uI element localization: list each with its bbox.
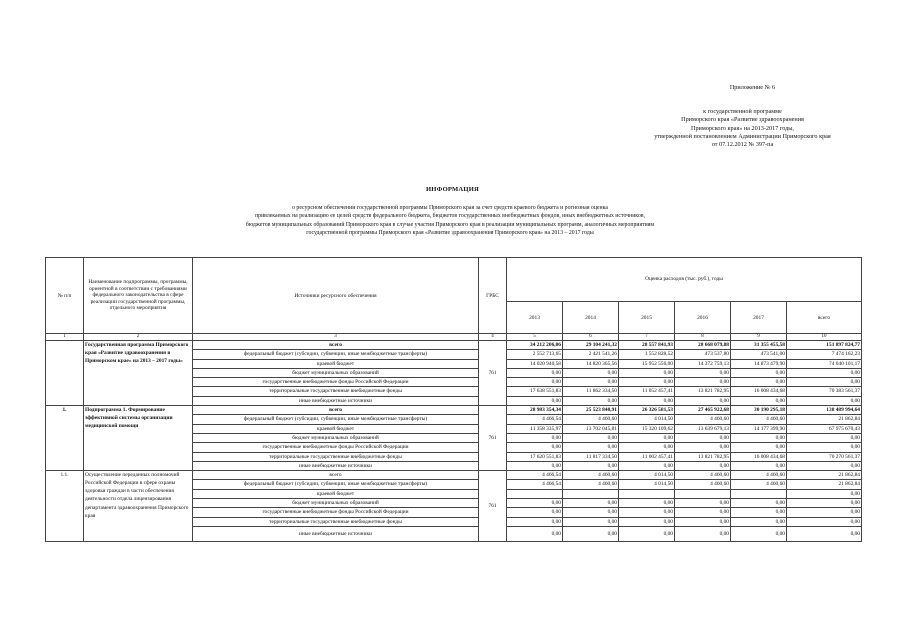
- amount-year: 14 372 759,13: [675, 359, 731, 368]
- col-number: 2: [84, 334, 193, 341]
- amount-year: 0,00: [731, 517, 787, 526]
- header-year: 2013: [507, 302, 563, 334]
- amount-year: 15 320 109,62: [619, 424, 675, 433]
- program-name: Государственная программа Приморского края «Развитие здравоохранения в Приморском крае» на 2013 – 2017 годы»: [84, 341, 193, 406]
- amount-year: 28 557 841,93: [619, 341, 675, 350]
- amount-year: 0,00: [507, 378, 563, 387]
- amount-year: [619, 489, 675, 498]
- amount-total: 151 897 824,77: [787, 341, 862, 350]
- header-grbs: ГРБС: [479, 258, 507, 334]
- amount-year: 1 552 828,52: [619, 350, 675, 359]
- amount-year: 4 460,60: [731, 480, 787, 489]
- funding-source: иные внебюджетные источники: [193, 526, 479, 541]
- amount-year: 0,00: [507, 461, 563, 470]
- amount-year: [675, 489, 731, 498]
- amount-year: 31 355 455,58: [731, 341, 787, 350]
- amount-year: 0,00: [619, 443, 675, 452]
- amount-total: 0,00: [787, 517, 862, 526]
- amount-year: 34 212 206,06: [507, 341, 563, 350]
- appendix-line: Приморского края «Развитие здравоохранения: [681, 116, 804, 124]
- appendix-line: утвержденной постановлением Администрации Приморского края: [654, 132, 831, 140]
- amount-year: [731, 489, 787, 498]
- program-name: Подпрограмма 1. Формирование эффективной системы организации медицинской помощи: [84, 406, 193, 471]
- amount-year: 4 460,60: [731, 471, 787, 480]
- amount-year: 4 460,60: [731, 415, 787, 424]
- subtitle-line: государственной программы Приморского края «Развитие здравоохранения Приморского края» на 2013 – 2017 годы: [306, 230, 594, 237]
- funding-source: государственные внебюджетные фонды Российской Федерации: [193, 508, 479, 517]
- amount-year: 16 008 434,68: [731, 452, 787, 461]
- funding-source: территориальные государственные внебюджетные фонды: [193, 517, 479, 526]
- header-year: 2015: [619, 302, 675, 334]
- table-row: [46, 341, 862, 350]
- appendix-header: [580, 84, 905, 149]
- header-source: Источники ресурсного обеспечения: [193, 258, 479, 334]
- amount-total: 0,00: [787, 443, 862, 452]
- amount-year: 0,00: [675, 526, 731, 541]
- amount-year: 28 668 079,88: [675, 341, 731, 350]
- amount-total: 21 862,84: [787, 415, 862, 424]
- amount-year: 26 326 581,53: [619, 406, 675, 415]
- amount-year: 0,00: [675, 499, 731, 508]
- col-number: 6: [563, 334, 619, 341]
- amount-year: 11 052 457,41: [619, 387, 675, 396]
- amount-year: 0,00: [731, 526, 787, 541]
- amount-year: 0,00: [507, 368, 563, 377]
- amount-year: 0,00: [675, 378, 731, 387]
- amount-total: 70 270 561,37: [787, 452, 862, 461]
- amount-year: 0,00: [563, 508, 619, 517]
- appendix-title: Приложение № 6: [729, 84, 776, 91]
- amount-year: 14 873 479,90: [731, 359, 787, 368]
- header-year: 2014: [563, 302, 619, 334]
- amount-year: 0,00: [731, 508, 787, 517]
- amount-year: 17 638 551,83: [507, 387, 563, 396]
- funding-source: бюджет муниципальных образований: [193, 433, 479, 442]
- amount-year: 16 008 434,68: [731, 387, 787, 396]
- amount-year: 0,00: [731, 396, 787, 405]
- appendix-line: от 07.12.2012 № 397-па: [711, 141, 774, 149]
- funding-source: всего: [193, 341, 479, 350]
- amount-total: 0,00: [787, 368, 862, 377]
- amount-year: 4 460,60: [675, 415, 731, 424]
- amount-year: 4 014,50: [619, 480, 675, 489]
- amount-year: 0,00: [675, 396, 731, 405]
- header-total: всего: [787, 302, 862, 334]
- amount-total: 0,00: [787, 526, 862, 541]
- amount-year: 0,00: [563, 461, 619, 470]
- amount-total: 67 975 670,43: [787, 424, 862, 433]
- amount-year: 11 002 457,41: [619, 452, 675, 461]
- amount-year: 28 983 354,34: [507, 406, 563, 415]
- amount-year: 4 466,54: [507, 471, 563, 480]
- amount-year: 0,00: [619, 433, 675, 442]
- amount-year: 0,00: [507, 517, 563, 526]
- amount-year: 0,00: [731, 368, 787, 377]
- amount-total: 7 474 162,23: [787, 350, 862, 359]
- funding-source: территориальные государственные внебюджетные фонды: [193, 387, 479, 396]
- amount-year: 4 460,60: [563, 480, 619, 489]
- amount-year: 0,00: [619, 508, 675, 517]
- amount-year: 17 620 551,83: [507, 452, 563, 461]
- funding-source: федеральный бюджет (субсидии, субвенции, иные межбюджетные трансферты): [193, 480, 479, 489]
- amount-year: 0,00: [563, 396, 619, 405]
- amount-year: 29 104 241,32: [563, 341, 619, 350]
- grbs-code: 761: [479, 406, 507, 471]
- funding-source: краевой бюджет: [193, 359, 479, 368]
- funding-source: федеральный бюджет (субсидии, субвенции, иные межбюджетные трансферты): [193, 350, 479, 359]
- amount-year: 0,00: [619, 396, 675, 405]
- amount-year: 4 460,60: [563, 471, 619, 480]
- row-number: [46, 341, 84, 406]
- amount-year: 0,00: [563, 517, 619, 526]
- col-number: 7: [619, 334, 675, 341]
- col-number: 9: [731, 334, 787, 341]
- amount-total: 70 383 561,37: [787, 387, 862, 396]
- amount-year: 4 466,54: [507, 415, 563, 424]
- grbs-code: 761: [479, 471, 507, 542]
- amount-year: 14 820 365,56: [563, 359, 619, 368]
- amount-year: 15 952 556,00: [619, 359, 675, 368]
- amount-total: 74 040 101,17: [787, 359, 862, 368]
- amount-year: 0,00: [619, 461, 675, 470]
- appendix-line: Приморского края» на 2013-2017 годы,: [691, 124, 794, 132]
- table-row: [46, 471, 862, 480]
- amount-year: 13 702 045,81: [563, 424, 619, 433]
- amount-year: 4 014,50: [619, 471, 675, 480]
- funding-source: государственные внебюджетные фонды Российской Федерации: [193, 378, 479, 387]
- subtitle-line: о ресурсном обеспечении государственной программы Приморского края за счет средств краевого бюджета и рогнозная оценка: [292, 205, 608, 211]
- amount-year: 0,00: [507, 508, 563, 517]
- appendix-line: к государственной программе: [703, 108, 782, 116]
- document-subtitle: [150, 204, 750, 238]
- col-number: 1: [46, 334, 84, 341]
- funding-source: всего: [193, 471, 479, 480]
- amount-year: 0,00: [619, 517, 675, 526]
- funding-source: иные внебюджетные источники: [193, 461, 479, 470]
- resource-table: [45, 257, 862, 542]
- amount-year: 4 466,54: [507, 480, 563, 489]
- amount-year: 0,00: [675, 443, 731, 452]
- amount-year: 27 465 922,68: [675, 406, 731, 415]
- amount-year: 0,00: [619, 378, 675, 387]
- funding-source: краевой бюджет: [193, 424, 479, 433]
- funding-source: краевой бюджет: [193, 489, 479, 498]
- amount-year: 25 523 840,91: [563, 406, 619, 415]
- grbs-code: 761: [479, 341, 507, 406]
- amount-year: 2 421 541,26: [563, 350, 619, 359]
- subtitle-line: привлекаемых на реализацию ее целей средств федерального бюджета, бюджетов государственных внебюджетных фондов, иных внебюджетных источников,: [255, 213, 645, 220]
- funding-source: федеральный бюджет (субсидии, субвенции, иные межбюджетные трансферты): [193, 415, 479, 424]
- funding-source: государственные внебюджетные фонды Российской Федерации: [193, 443, 479, 452]
- program-name: Осуществление переданных полномочий Российской Федерации в сфере охраны здоровья граждан в части обеспечения деятельности отдела лицензирования департамента здравоохранения Приморского края: [84, 471, 193, 542]
- amount-year: 0,00: [675, 517, 731, 526]
- amount-total: 0,00: [787, 508, 862, 517]
- header-estimate: Оценка расходов (тыс. руб.), годы: [507, 258, 862, 302]
- amount-total: 0,00: [787, 499, 862, 508]
- amount-total: 0,00: [787, 489, 862, 498]
- amount-year: 0,00: [507, 396, 563, 405]
- amount-year: 14 177 399,90: [731, 424, 787, 433]
- amount-year: 0,00: [731, 443, 787, 452]
- amount-year: 0,00: [507, 526, 563, 541]
- col-number: 3: [193, 334, 479, 341]
- amount-total: 21 862,84: [787, 480, 862, 489]
- amount-total: 0,00: [787, 461, 862, 470]
- amount-year: 4 460,60: [675, 480, 731, 489]
- subtitle-line: бюджетов муниципальных образований Приморского края в случае участия Приморского края в реализации муниципальных программ, аналогичных мероприятиям: [245, 221, 655, 228]
- header-year: 2017: [731, 302, 787, 334]
- amount-year: 0,00: [731, 378, 787, 387]
- amount-year: 0,00: [675, 368, 731, 377]
- amount-year: 0,00: [731, 433, 787, 442]
- amount-year: 13 821 782,95: [675, 387, 731, 396]
- amount-year: 0,00: [507, 443, 563, 452]
- amount-year: 13 821 782,95: [675, 452, 731, 461]
- row-number: 1.: [46, 406, 84, 471]
- amount-year: 473 537,80: [675, 350, 731, 359]
- amount-year: 0,00: [619, 526, 675, 541]
- amount-total: 138 489 994,64: [787, 406, 862, 415]
- col-number: 10: [787, 334, 862, 341]
- amount-year: 4 460,60: [563, 415, 619, 424]
- amount-total: 0,00: [787, 378, 862, 387]
- amount-year: 0,00: [675, 508, 731, 517]
- table-row: [46, 406, 862, 415]
- amount-year: [507, 489, 563, 498]
- amount-year: 0,00: [563, 368, 619, 377]
- funding-source: территориальные государственные внебюджетные фонды: [193, 452, 479, 461]
- amount-year: 0,00: [507, 433, 563, 442]
- amount-year: 11 862 334,50: [563, 387, 619, 396]
- amount-year: 0,00: [507, 499, 563, 508]
- amount-year: 0,00: [563, 499, 619, 508]
- amount-year: 0,00: [563, 443, 619, 452]
- amount-year: 2 552 713,65: [507, 350, 563, 359]
- header-name: Наименование подпрограммы, программы, ориентной в соответствии с требованиями федерального законодательства в сфере реализации государственной программы, отдельного мероприятия: [84, 258, 193, 334]
- col-number: 8: [675, 334, 731, 341]
- header-no: № п/п: [46, 258, 84, 334]
- amount-year: 4 014,50: [619, 415, 675, 424]
- row-number: 1.1.: [46, 471, 84, 542]
- funding-source: бюджет муниципальных образований: [193, 499, 479, 508]
- amount-year: 11 358 335,97: [507, 424, 563, 433]
- amount-year: 0,00: [675, 433, 731, 442]
- funding-source: иные внебюджетные источники: [193, 396, 479, 405]
- amount-year: 30 190 295,18: [731, 406, 787, 415]
- amount-year: 0,00: [563, 526, 619, 541]
- amount-year: 473 541,00: [731, 350, 787, 359]
- amount-year: 14 020 940,58: [507, 359, 563, 368]
- amount-total: 0,00: [787, 396, 862, 405]
- amount-year: 0,00: [619, 368, 675, 377]
- amount-year: 13 639 679,13: [675, 424, 731, 433]
- amount-year: 0,00: [731, 499, 787, 508]
- amount-total: 0,00: [787, 433, 862, 442]
- amount-year: 0,00: [563, 378, 619, 387]
- amount-total: 21 862,84: [787, 471, 862, 480]
- funding-source: всего: [193, 406, 479, 415]
- amount-year: 4 460,60: [675, 471, 731, 480]
- funding-source: бюджет муниципальных образований: [193, 368, 479, 377]
- amount-year: 0,00: [675, 461, 731, 470]
- amount-year: 0,00: [619, 499, 675, 508]
- amount-year: 0,00: [731, 461, 787, 470]
- amount-year: 0,00: [563, 433, 619, 442]
- amount-year: [563, 489, 619, 498]
- header-year: 2016: [675, 302, 731, 334]
- col-number: 4: [479, 334, 507, 341]
- document-title: ИНФОРМАЦИЯ: [425, 186, 480, 193]
- amount-year: 11 817 334,50: [563, 452, 619, 461]
- col-number: 5: [507, 334, 563, 341]
